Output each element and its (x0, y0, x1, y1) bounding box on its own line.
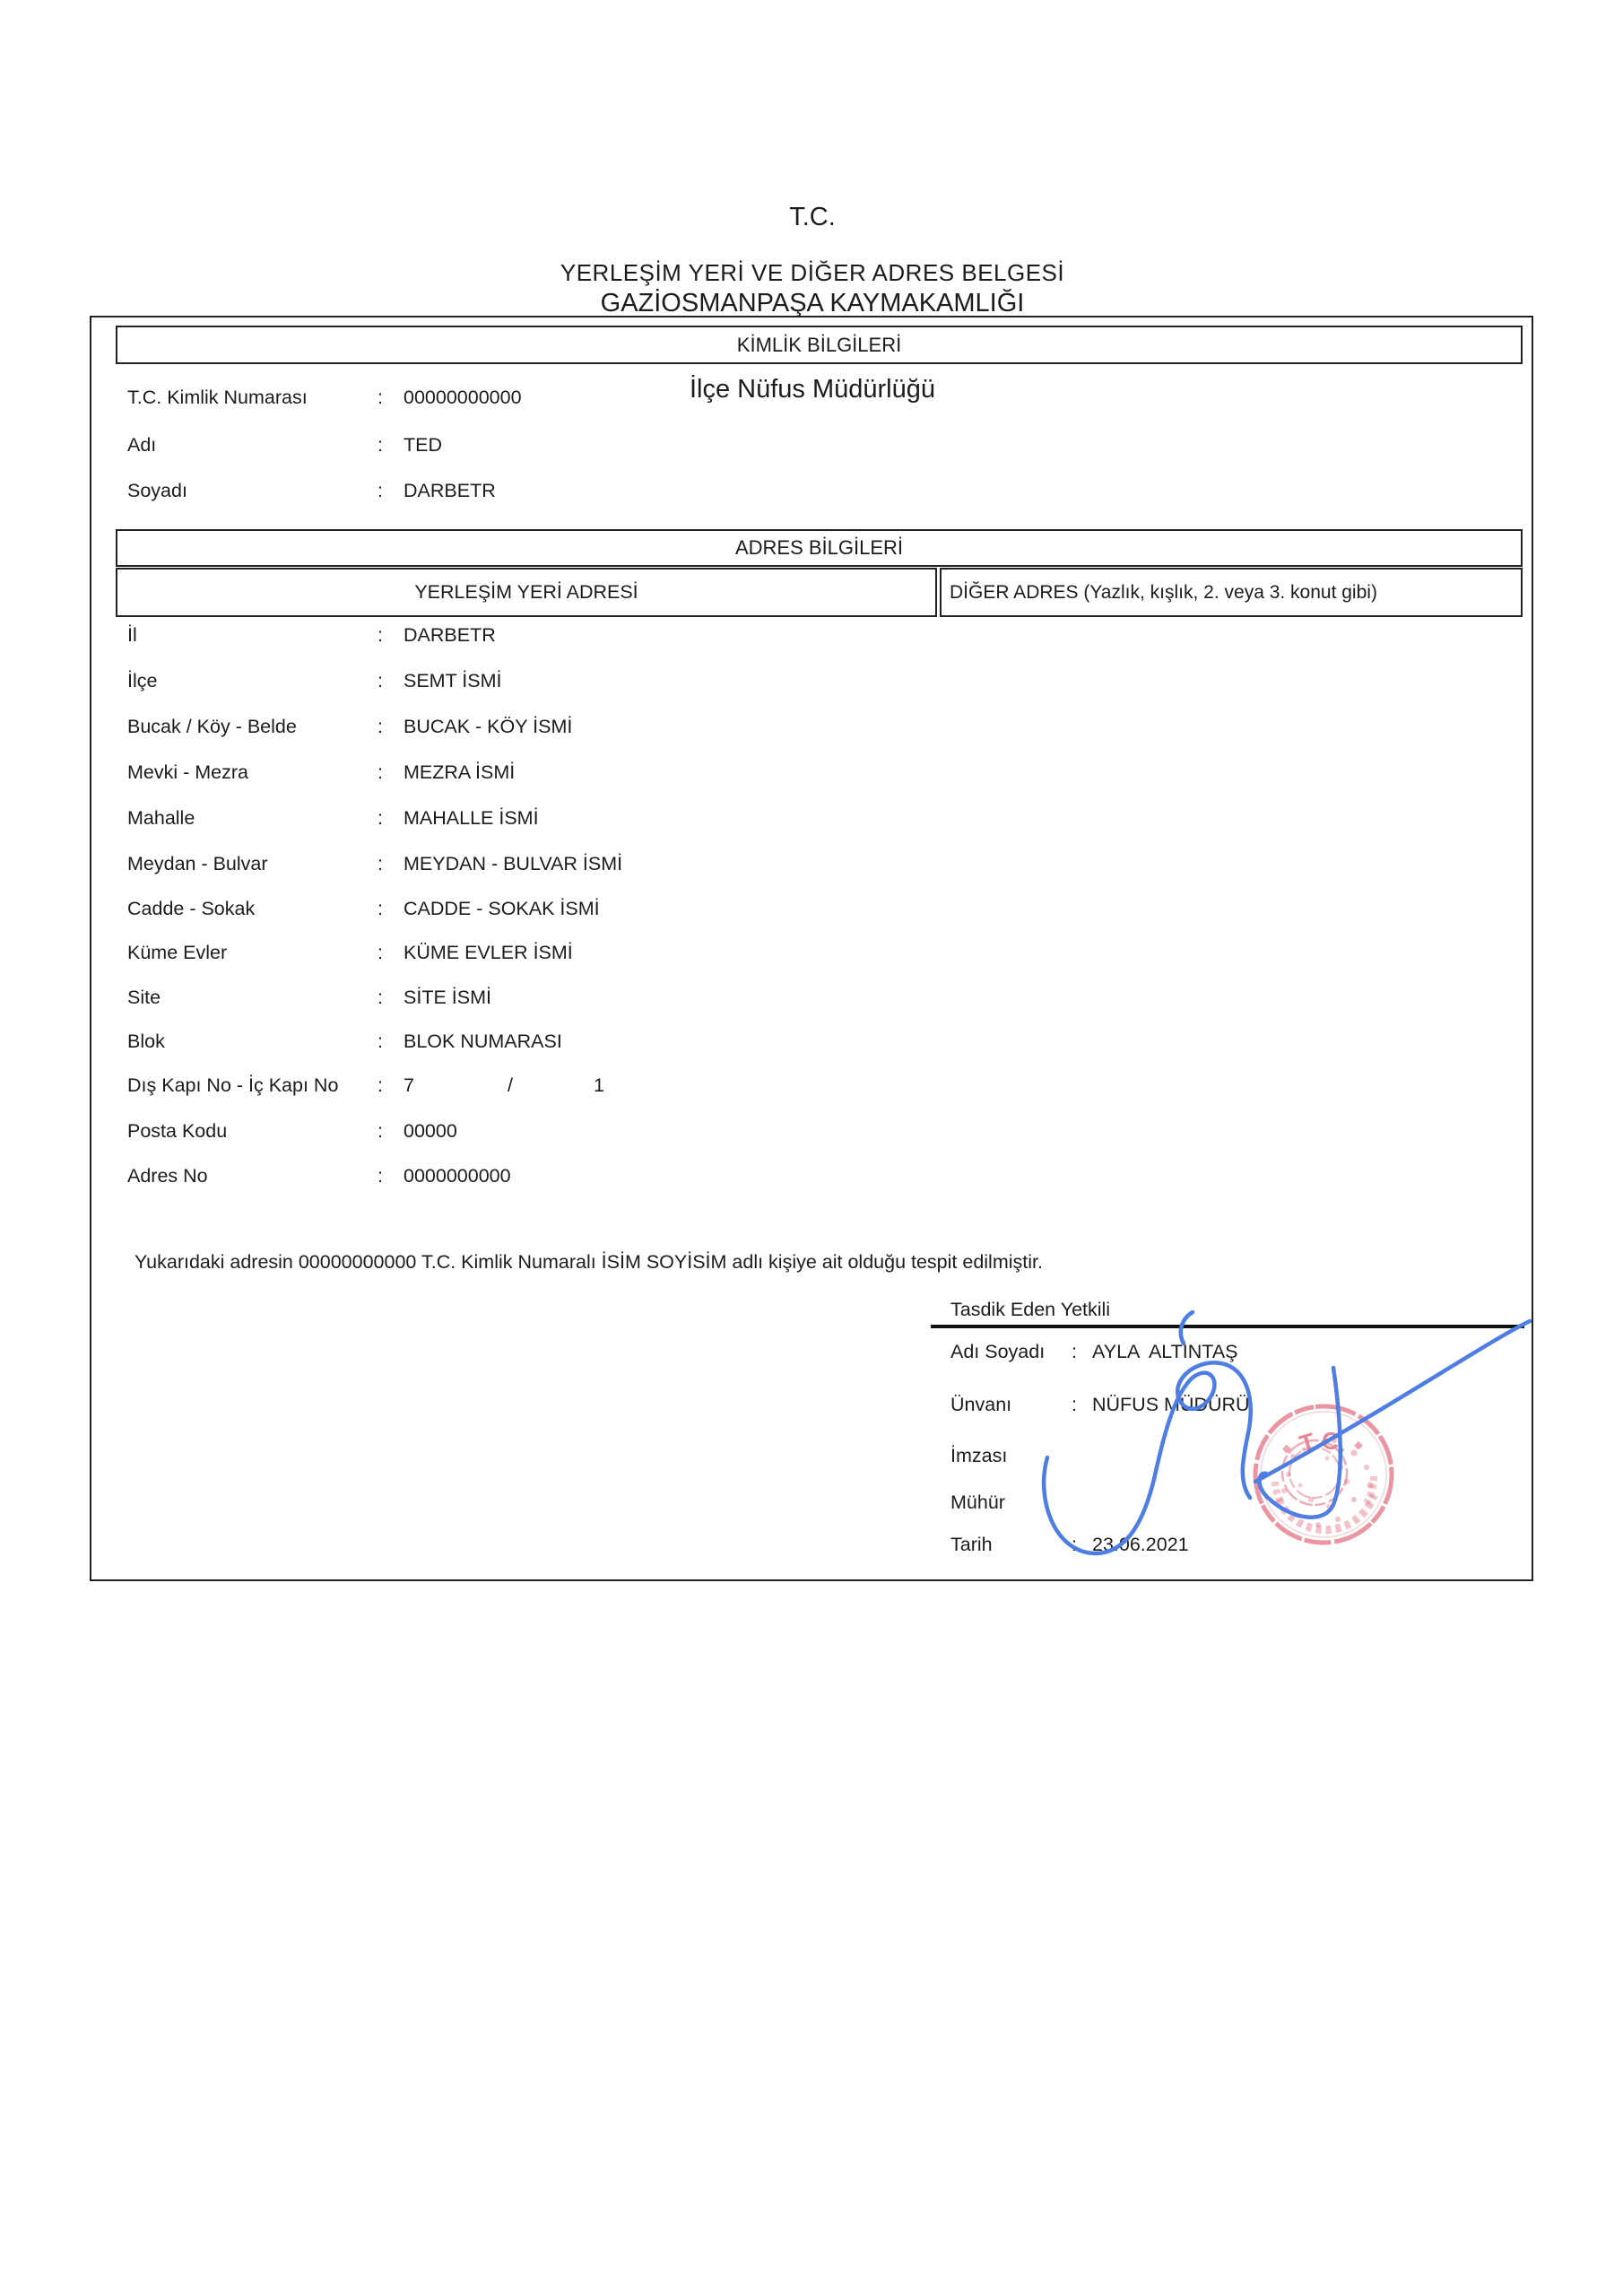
field-label: Posta Kodu (127, 1120, 228, 1142)
field-label: İl (127, 624, 137, 646)
approver-section-title: Tasdik Eden Yetkili (950, 1299, 1111, 1320)
residence-address-subheader: YERLEŞİM YERİ ADRESİ (116, 568, 937, 617)
row-kume-evler (0, 940, 1623, 965)
field-label: T.C. Kimlik Numarası (127, 387, 308, 408)
field-colon: : (1072, 1534, 1077, 1555)
field-value: 23.06.2021 (1092, 1534, 1189, 1555)
other-address-subheader: DİĞER ADRES (Yazlık, kışlık, 2. veya 3. konut gibi) (940, 568, 1523, 617)
field-colon: : (378, 387, 383, 408)
field-value: NÜFUS MÜDÜRÜ (1092, 1394, 1250, 1415)
field-label: Soyadı (127, 480, 187, 501)
signature (1031, 1283, 1551, 1578)
field-colon: : (378, 624, 383, 646)
field-value: DARBETR (404, 624, 496, 646)
field-label: Cadde - Sokak (127, 898, 256, 919)
field-colon: : (378, 1031, 383, 1052)
field-label: Mühür (950, 1492, 1005, 1513)
field-label: İlçe (127, 670, 158, 691)
field-colon: : (378, 1120, 383, 1142)
row-site (0, 985, 1623, 1010)
document-title: YERLEŞİM YERİ VE DİĞER ADRES BELGESİ (560, 259, 1065, 286)
field-colon: : (378, 987, 383, 1008)
field-colon: : (378, 716, 383, 737)
field-colon: : (378, 761, 383, 783)
field-label: Adı (127, 434, 157, 456)
address-section-header: ADRES BİLGİLERİ (116, 529, 1523, 567)
stamp-tc-text: T.C. (1296, 1426, 1352, 1458)
field-value: CADDE - SOKAK İSMİ (404, 898, 600, 919)
letterhead-office: İlçe Nüfus Müdürlüğü (689, 375, 936, 404)
field-colon: : (1072, 1394, 1077, 1415)
field-colon: : (1072, 1341, 1077, 1362)
field-label: Blok (127, 1031, 165, 1052)
letterhead-tc: T.C. (789, 203, 836, 231)
field-label: Site (127, 987, 161, 1008)
field-colon: : (378, 942, 383, 963)
field-value: 00000000000 (404, 387, 522, 408)
row-il (0, 622, 1623, 648)
field-label: Küme Evler (127, 942, 228, 963)
row-posta-kodu (0, 1118, 1623, 1144)
field-label: Mevki - Mezra (127, 761, 248, 783)
identity-section-header: KİMLİK BİLGİLERİ (116, 326, 1523, 364)
row-cadde-sokak (0, 896, 1623, 921)
row-meydan-bulvar (0, 851, 1623, 876)
field-colon: : (378, 898, 383, 919)
field-colon: : (378, 1074, 383, 1096)
field-value: SEMT İSMİ (404, 670, 502, 691)
verification-statement: Yukarıdaki adresin 00000000000 T.C. Kimlik Numaralı İSİM SOYİSİM adlı kişiye ait olduğu tespit edilmiştir. (135, 1251, 1043, 1273)
field-value: 0000000000 (404, 1165, 511, 1187)
row-blok (0, 1029, 1623, 1054)
row-soyadi (0, 478, 1623, 503)
field-label: Adı Soyadı (950, 1341, 1046, 1362)
row-adres-no (0, 1163, 1623, 1188)
field-colon: : (378, 480, 383, 501)
row-dis-kapi-ic-kapi (0, 1073, 1623, 1098)
door-no-slash: / (508, 1074, 513, 1096)
row-tc-kimlik-numarasi (0, 385, 1623, 410)
field-label: İmzası (950, 1445, 1008, 1466)
field-label: Adres No (127, 1165, 208, 1187)
field-value: MEYDAN - BULVAR İSMİ (404, 853, 623, 874)
field-label: Tarih (950, 1534, 993, 1555)
field-value: KÜME EVLER İSMİ (404, 942, 573, 963)
field-value: DARBETR (404, 480, 496, 501)
inner-door-no: 1 (594, 1074, 604, 1096)
row-mahalle (0, 805, 1623, 831)
field-value: AYLA ALTINTAŞ (1092, 1341, 1238, 1362)
field-colon: : (378, 434, 383, 456)
field-colon: : (378, 853, 383, 874)
field-colon: : (378, 670, 383, 691)
letterhead-authority: GAZİOSMANPAŞA KAYMAKAMLIĞI (600, 289, 1025, 317)
field-colon: : (378, 1165, 383, 1187)
row-ilce (0, 668, 1623, 693)
row-mevki-mezra (0, 760, 1623, 785)
field-label: Mahalle (127, 807, 195, 829)
field-label: Ünvanı (950, 1394, 1012, 1415)
row-bucak-koy-belde (0, 714, 1623, 739)
outer-door-no: 7 (404, 1074, 414, 1096)
row-adi (0, 432, 1623, 457)
field-value: MEZRA İSMİ (404, 761, 516, 783)
field-label: Bucak / Köy - Belde (127, 716, 297, 737)
field-value: BUCAK - KÖY İSMİ (404, 716, 573, 737)
field-colon: : (378, 807, 383, 829)
field-label: Meydan - Bulvar (127, 853, 268, 874)
field-value: BLOK NUMARASI (404, 1031, 562, 1052)
field-value: TED (404, 434, 442, 456)
field-label: Dış Kapı No - İç Kapı No (127, 1074, 339, 1096)
field-value: SİTE İSMİ (404, 987, 491, 1008)
field-value: MAHALLE İSMİ (404, 807, 539, 829)
field-value: 00000 (404, 1120, 457, 1142)
